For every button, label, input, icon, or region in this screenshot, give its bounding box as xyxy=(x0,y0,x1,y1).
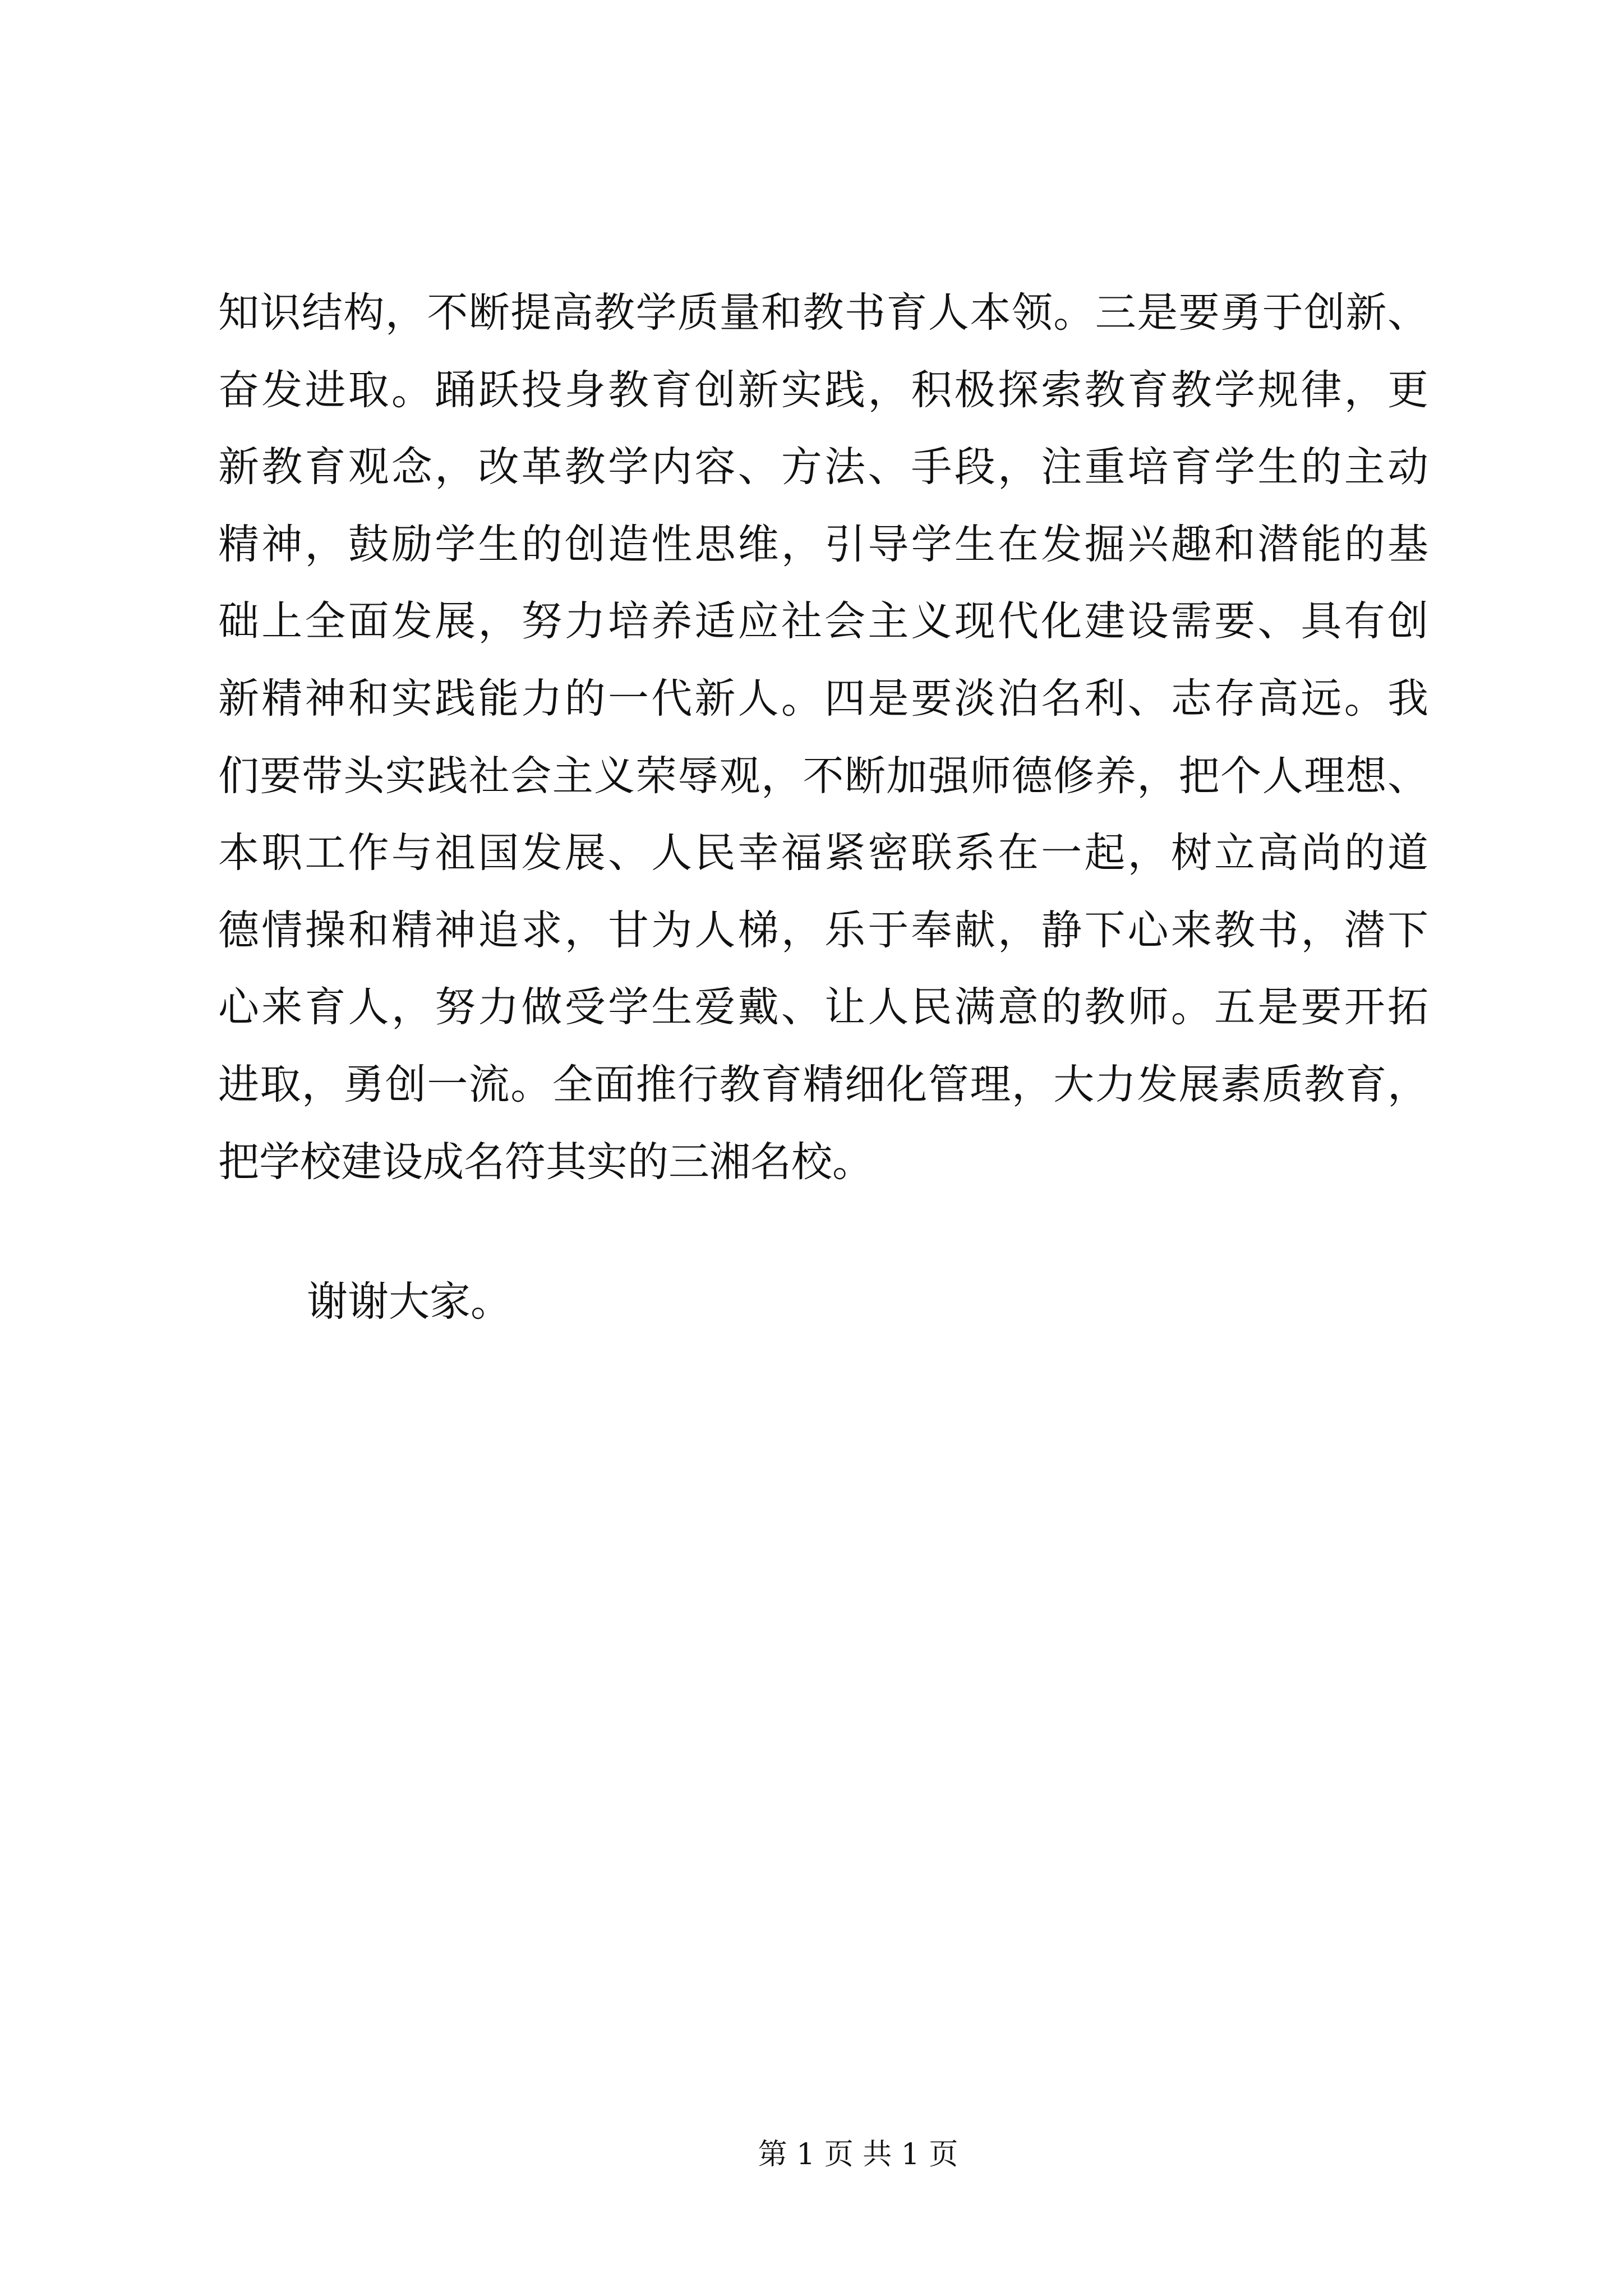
closing-paragraph xyxy=(218,1263,1428,1341)
text-line: 知识结构，不断提高教学质量和教书育人本领。三是要勇于创新、 xyxy=(218,289,1428,337)
text-line: 心来育人，努力做受学生爱戴、让人民满意的教师。五是要开拓 xyxy=(218,983,1428,1032)
text-line: 们要带头实践社会主义荣辱观，不断加强师德修养，把个人理想、 xyxy=(218,752,1428,800)
text-line: 本职工作与祖国发展、人民幸福紧密联系在一起，树立高尚的道 xyxy=(218,829,1428,877)
text-line: 奋发进取。踊跃投身教育创新实践，积极探索教育教学规律，更 xyxy=(218,366,1428,414)
text-line: 谢谢大家。 xyxy=(307,1278,511,1326)
document-body xyxy=(218,274,1428,1341)
text-line: 把学校建设成名符其实的三湘名校。 xyxy=(218,1138,873,1186)
page-footer: 第 1 页 共 1 页 xyxy=(758,2138,958,2171)
text-line: 新教育观念，改革教学内容、方法、手段，注重培育学生的主动 xyxy=(218,443,1428,491)
body-paragraph xyxy=(218,274,1428,1200)
text-line: 精神，鼓励学生的创造性思维，引导学生在发掘兴趣和潜能的基 xyxy=(218,520,1428,568)
text-line: 新精神和实践能力的一代新人。四是要淡泊名利、志存高远。我 xyxy=(218,674,1428,723)
text-line: 础上全面发展，努力培养适应社会主义现代化建设需要、具有创 xyxy=(218,597,1428,646)
text-line: 进取，勇创一流。全面推行教育精细化管理，大力发展素质教育， xyxy=(218,1060,1428,1108)
text-line: 德情操和精神追求，甘为人梯，乐于奉献，静下心来教书，潜下 xyxy=(218,906,1428,954)
